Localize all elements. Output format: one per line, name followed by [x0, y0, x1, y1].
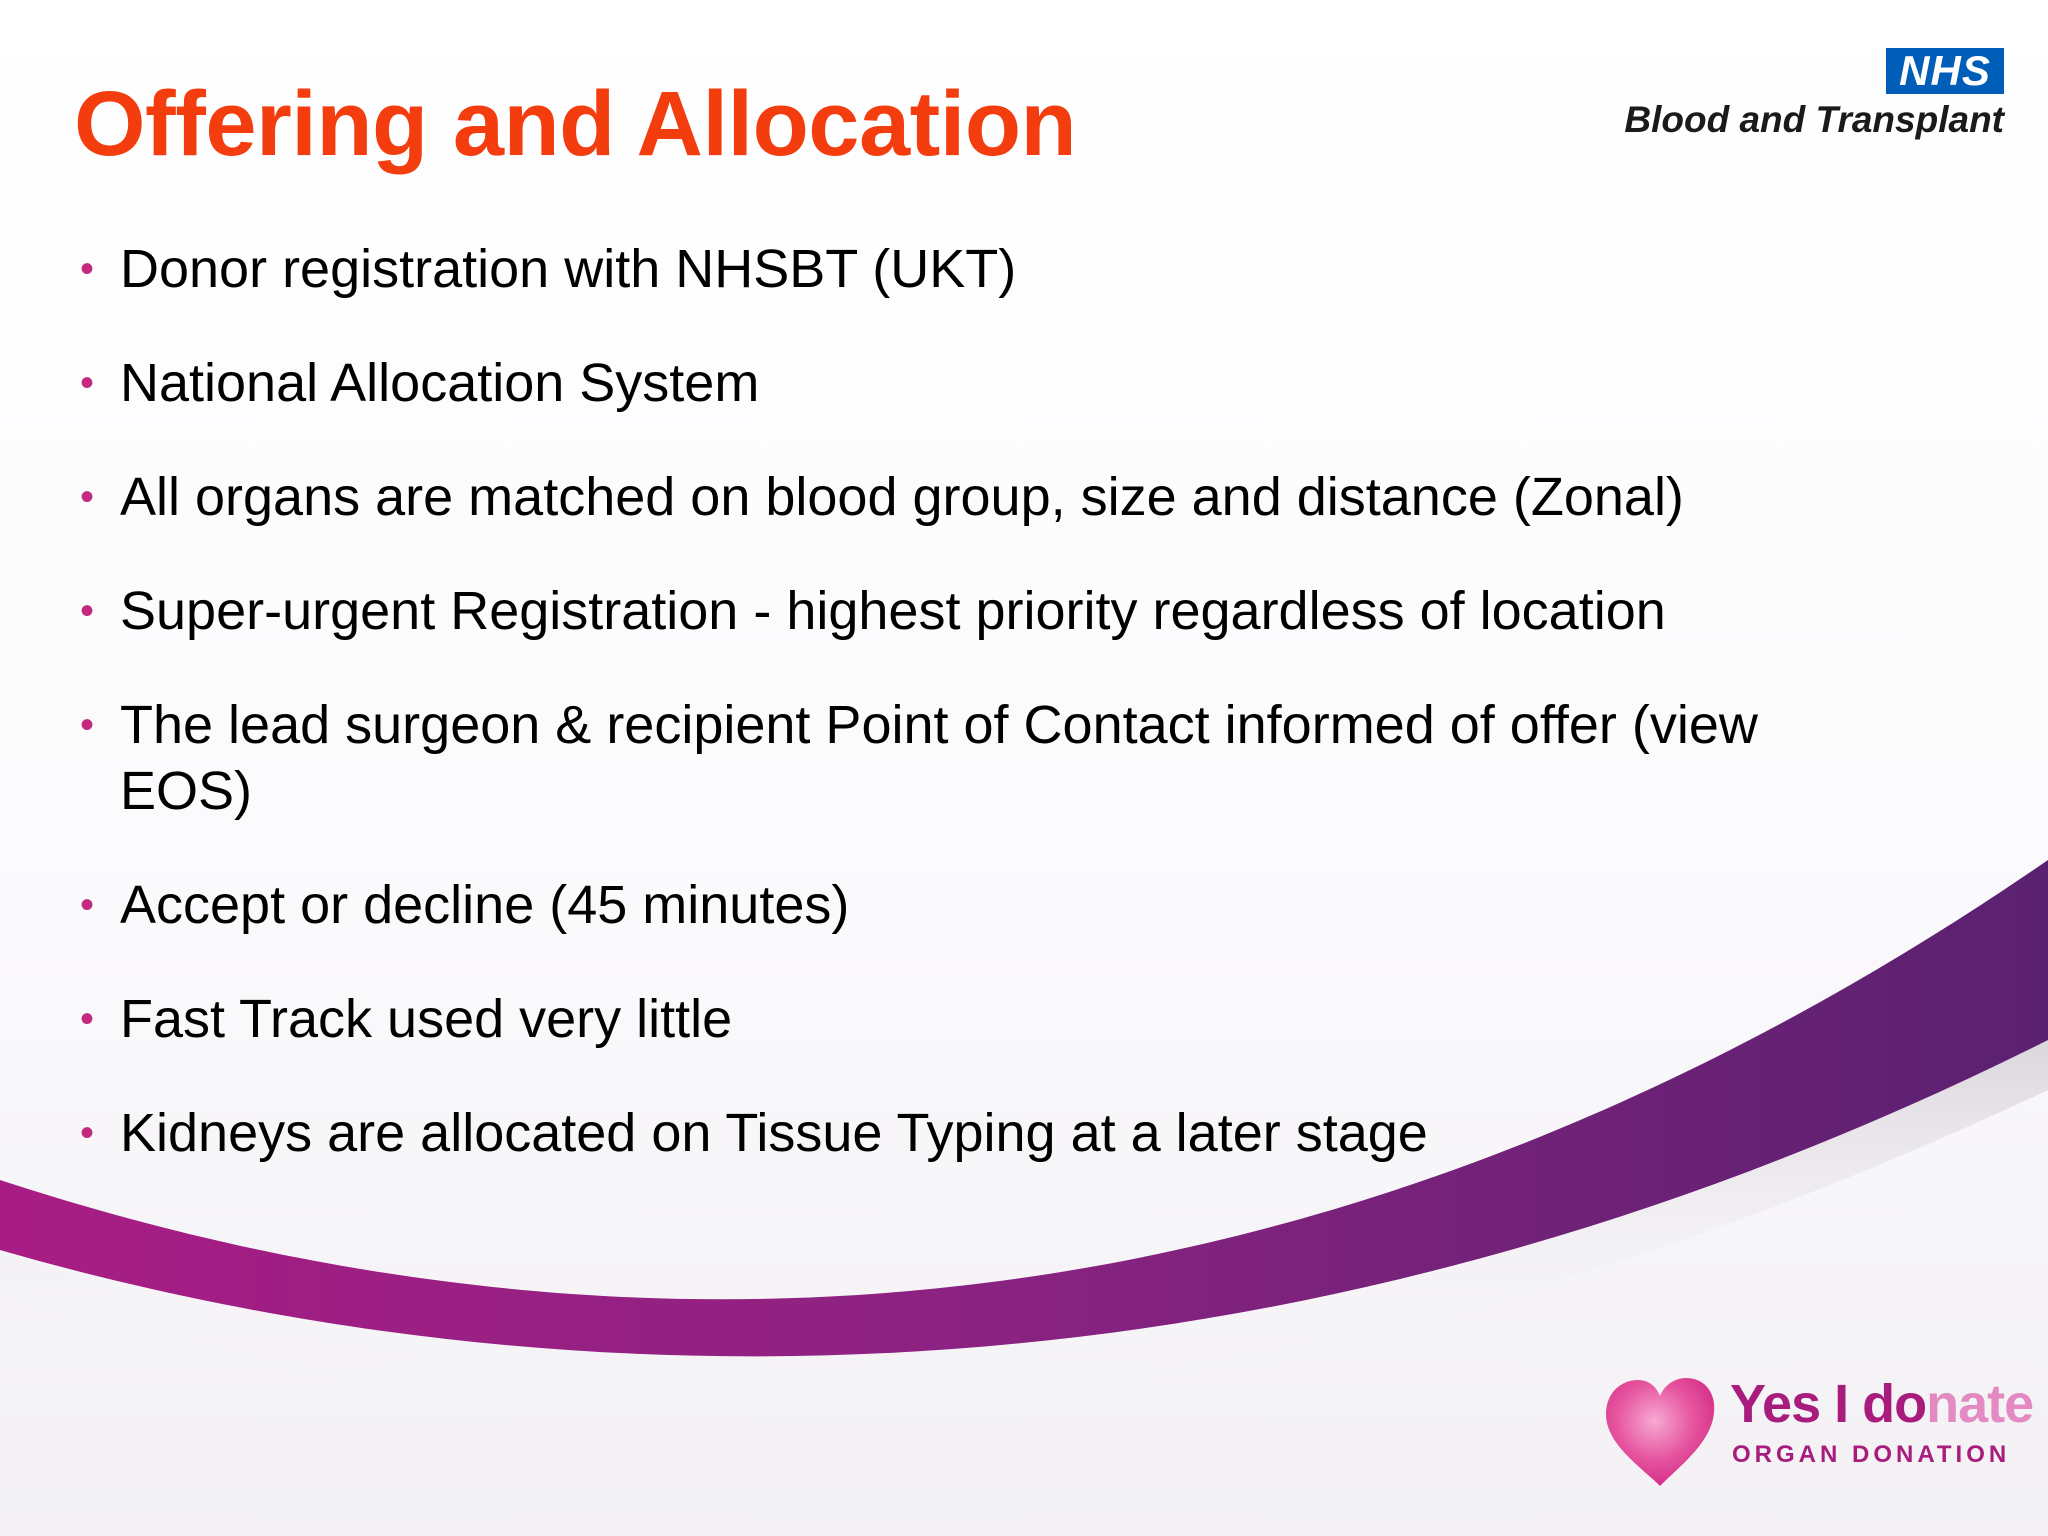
bullet-list [80, 236, 1880, 1214]
bullet-item: • Kidneys are allocated on Tissue Typing at a later stage [80, 1100, 1880, 1166]
bullet-item: • All organs are matched on blood group, size and distance (Zonal) [80, 464, 1880, 530]
nhs-badge: NHS [1886, 48, 2004, 94]
yes-i-donate-title-part2: nate [1926, 1374, 2034, 1434]
bullet-item: • National Allocation System [80, 350, 1880, 416]
bullet-item: • Super-urgent Registration - highest priority regardless of location [80, 578, 1880, 644]
yes-i-donate-logo [1600, 1366, 2034, 1496]
yes-i-donate-title [1730, 1372, 2033, 1436]
nhs-logo-subtitle: Blood and Transplant [1624, 99, 2004, 140]
bullet-item: • Accept or decline (45 minutes) [80, 872, 1880, 938]
nhs-blood-and-transplant-logo [1584, 48, 2004, 148]
bullet-item: • The lead surgeon & recipient Point of Contact informed of offer (view EOS) [80, 692, 1880, 824]
slide-title: Offering and Allocation [74, 73, 1077, 175]
bullet-item: • Fast Track used very little [80, 986, 1880, 1052]
yes-i-donate-title-part1: Yes I do [1730, 1374, 1927, 1434]
bullet-item: • Donor registration with NHSBT (UKT) [80, 236, 1880, 302]
organ-donation-subtitle: ORGAN DONATION [1732, 1441, 2011, 1468]
heart-icon [1600, 1374, 1720, 1492]
